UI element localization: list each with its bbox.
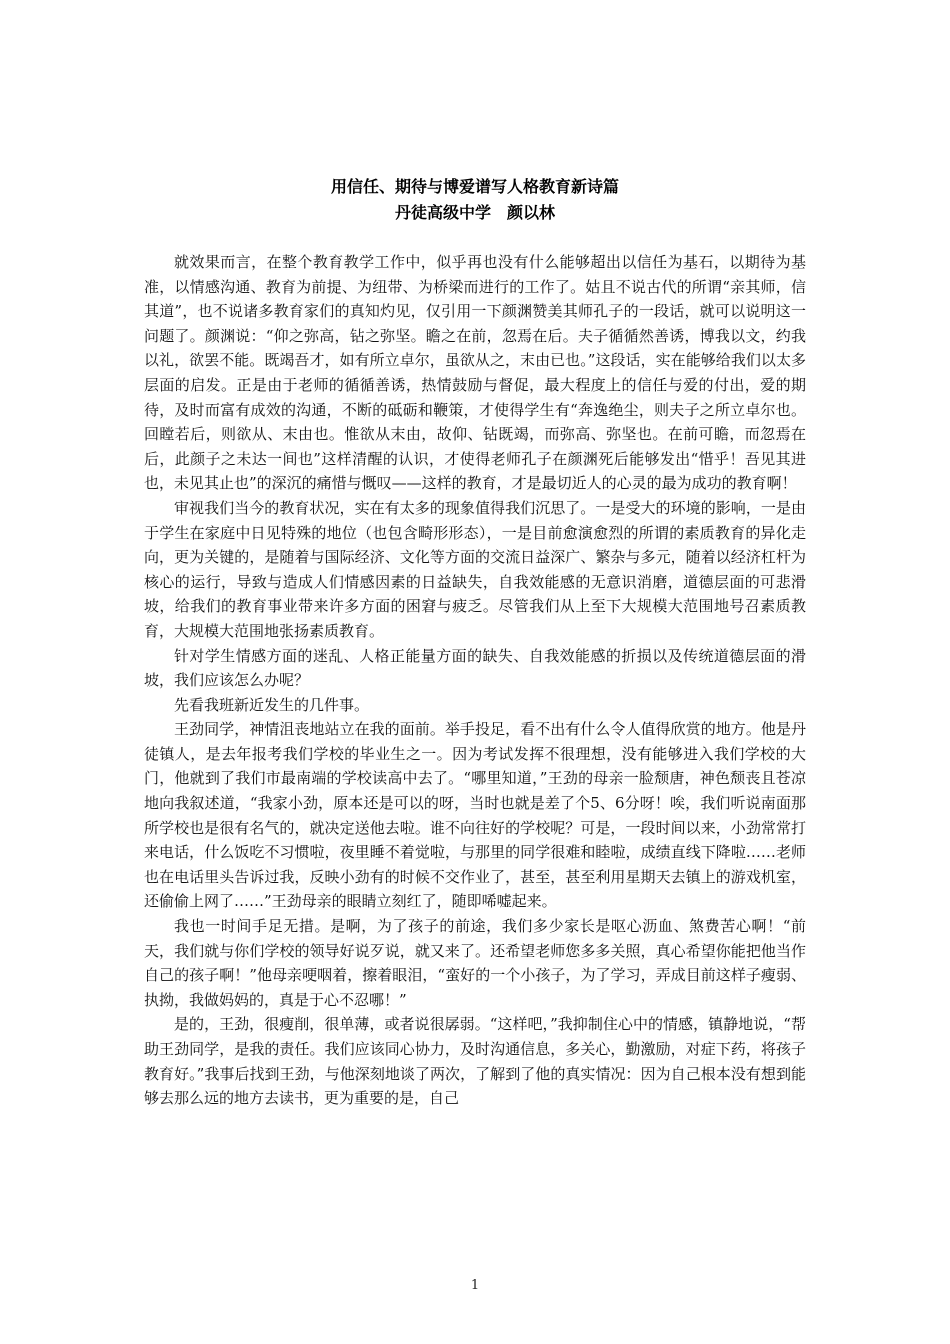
paragraph: 王劲同学，神情沮丧地站立在我的面前。举手投足，看不出有什么令人值得欣赏的地方。他是丹徒镇人，是去年报考我们学校的毕业生之一。因为考试发挥不很理想，没有能够进入我们学校的大门，他就到了我们市最南端的学校读高中去了。“哪里知道，”王劲的母亲一脸颓唐，神色颓丧且苍凉地向我叙述道，“我家小劲，原本还是可以的呀，当时也就是差了个5、6分呀！唉，我们听说南面那所学校也是很有名气的，就决定送他去啦。谁不向往好的学校呢？可是，一段时间以来，小劲常常打来电话，什么饭吃不习惯啦，夜里睡不着觉啦，与那里的同学很难和睦啦，成绩直线下降啦……老师也在电话里头告诉过我，反映小劲有的时候不交作业了，甚至，甚至利用星期天去镇上的游戏机室，还偷偷上网了……”王劲母亲的眼睛立刻红了，随即唏嘘起来。 [144, 720, 806, 911]
author-line: 丹徒高级中学 颜以林 [394, 203, 555, 222]
paragraph: 是的，王劲，很瘦削，很单薄，或者说很孱弱。“这样吧，”我抑制住心中的情感，镇静地说，“帮助王劲同学，是我的责任。我们应该同心协力，及时沟通信息，多关心，勤激励，对症下药，将孩子教育好。”我事后找到王劲，与他深刻地谈了两次，了解到了他的真实情况：因为自己根本没有想到能够去那么远的地方去读书，更为重要的是，自己 [144, 1015, 806, 1108]
body-text [144, 250, 806, 1111]
paragraph: 针对学生情感方面的迷乱、人格正能量方面的缺失、自我效能感的折损以及传统道德层面的滑坡，我们应该怎么办呢？ [144, 646, 806, 690]
page-number: 1 [470, 1278, 480, 1293]
title-block [0, 174, 950, 226]
paragraph: 就效果而言，在整个教育教学工作中，似乎再也没有什么能够超出以信任为基石，以期待为基准，以情感沟通、教育为前提、为纽带、为桥梁而进行的工作了。姑且不说古代的所谓“亲其师，信其道”，也不说诸多教育家们的真知灼见，仅引用一下颜渊赞美其师孔子的一段话，就可以说明这一问题了。颜渊说：“仰之弥高，钻之弥坚。瞻之在前，忽焉在后。夫子循循然善诱，博我以文，约我以礼，欲罢不能。既竭吾才，如有所立卓尔，虽欲从之，末由已也。”这段话，实在能够给我们以太多层面的启发。正是由于老师的循循善诱，热情鼓励与督促，最大程度上的信任与爱的付出，爱的期待，及时而富有成效的沟通，不断的砥砺和鞭策，才使得学生有“奔逸绝尘，则夫子之所立卓尔也。回瞠若后，则欲从、末由也。惟欲从末由，故仰、钻既竭，而弥高、弥坚也。在前可瞻，而忽焉在后，此颜子之未达一间也”这样清醒的认识，才使得老师孔子在颜渊死后能够发出“惜乎！吾见其进也，未见其止也”的深沉的痛惜与慨叹——这样的教育，才是最切近人的心灵的最为成功的教育啊！ [144, 253, 806, 493]
paragraph: 先看我班新近发生的几件事。 [174, 695, 370, 714]
document-title: 用信任、期待与博爱谱写人格教育新诗篇 [330, 177, 619, 196]
paragraph: 审视我们当今的教育状况，实在有太多的现象值得我们沉思了。一是受大的环境的影响，一是由于学生在家庭中日见特殊的地位（也包含畸形形态），一是目前愈演愈烈的所谓的素质教育的异化走向，更为关键的，是随着与国际经济、文化等方面的交流日益深广、繁杂与多元，随着以经济杠杆为核心的运行，导致与造成人们情感因素的日益缺失，自我效能感的无意识消磨，道德层面的可悲滑坡，给我们的教育事业带来许多方面的困窘与疲乏。尽管我们从上至下大规模大范围地号召素质教育，大规模大范围地张扬素质教育。 [144, 498, 806, 640]
paragraph: 我也一时间手足无措。是啊，为了孩子的前途，我们多少家长是呕心沥血、煞费苦心啊！“前天，我们就与你们学校的领导好说歹说，就又来了。还希望老师您多多关照，真心希望你能把他当作自己的孩子啊！”他母亲哽咽着，擦着眼泪，“蛮好的一个小孩子，为了学习，弄成目前这样子瘦弱、执拗，我做妈妈的，真是于心不忍哪！” [144, 917, 806, 1009]
